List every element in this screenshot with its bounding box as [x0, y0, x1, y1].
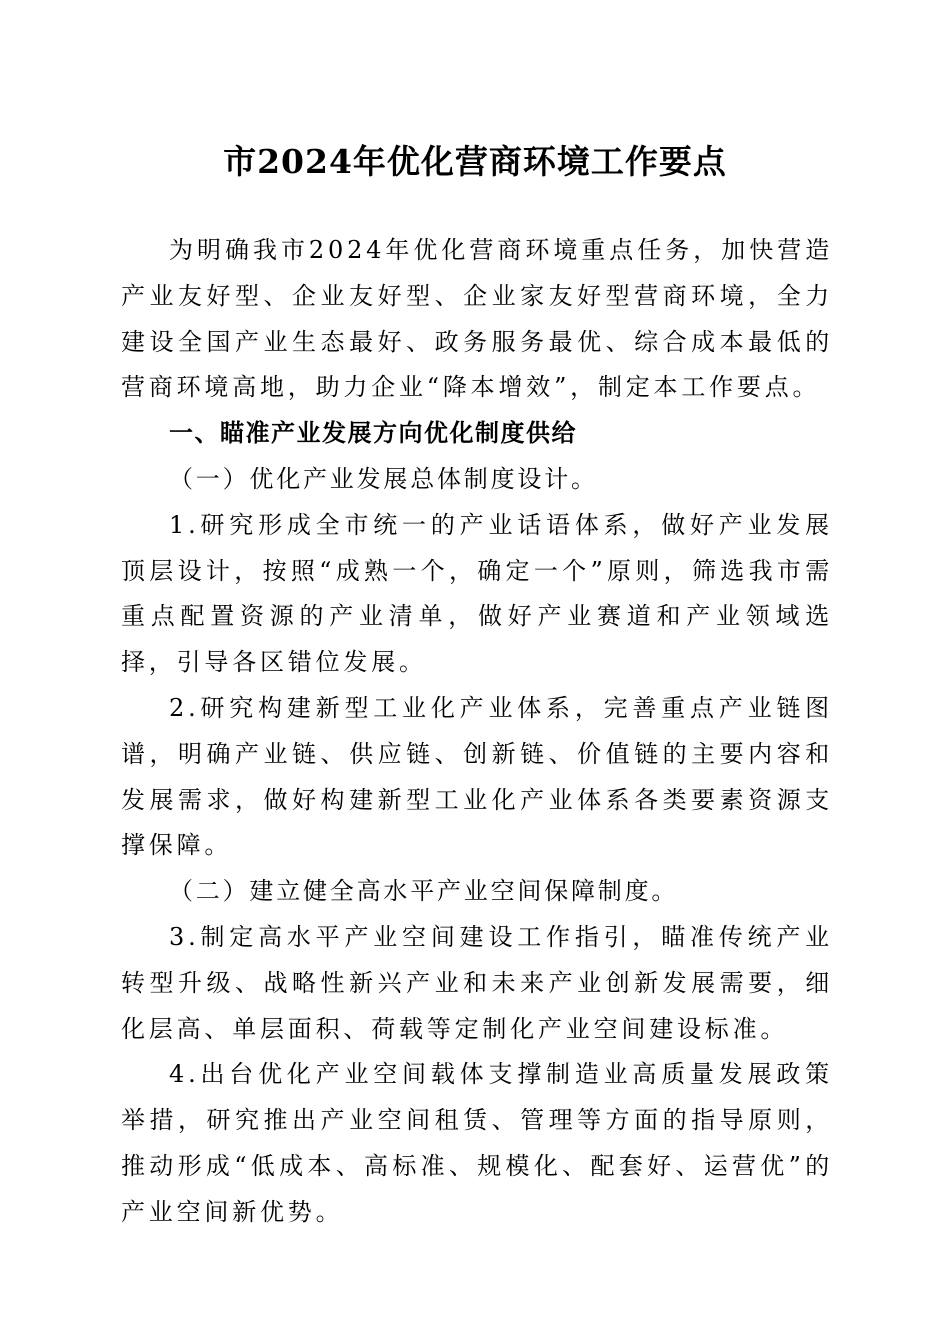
intro-paragraph: 为明确我市2024年优化营商环境重点任务，加快营造产业友好型、企业友好型、企业家友好型营商环境，全力建设全国产业生态最好、政务服务最优、综合成本最低的营商环境高地，助力企业“降本增效”，制定本工作要点。: [121, 236, 833, 402]
document-body: [121, 228, 833, 1236]
section-heading-1: 一、瞄准产业发展方向优化制度供给: [169, 419, 577, 448]
document-title: 市2024年优化营商环境工作要点: [223, 142, 727, 181]
item-paragraph-2: 2.研究构建新型工业化产业体系，完善重点产业链图谱，明确产业链、供应链、创新链、价值链的主要内容和发展需求，做好构建新型工业化产业体系各类要素资源支撑保障。: [121, 693, 833, 860]
item-paragraph-1: 1.研究形成全市统一的产业话语体系，做好产业发展顶层设计，按照“成熟一个，确定一个”原则，筛选我市需重点配置资源的产业清单，做好产业赛道和产业领域选择，引导各区错位发展。: [121, 510, 833, 677]
subsection-heading-1: （一）优化产业发展总体制度设计。: [169, 464, 598, 493]
subsection-heading-2: （二）建立健全高水平产业空间保障制度。: [169, 877, 679, 906]
item-paragraph-3: 3.制定高水平产业空间建设工作指引，瞄准传统产业转型升级、战略性新兴产业和未来产业创新发展需要，细化层高、单层面积、荷载等定制化产业空间建设标准。: [121, 922, 833, 1043]
item-paragraph-4: 4.出台优化产业空间载体支撑制造业高质量发展政策举措，研究推出产业空间租赁、管理等方面的指导原则，推动形成“低成本、高标准、规模化、配套好、运营优”的产业空间新优势。: [121, 1060, 833, 1226]
